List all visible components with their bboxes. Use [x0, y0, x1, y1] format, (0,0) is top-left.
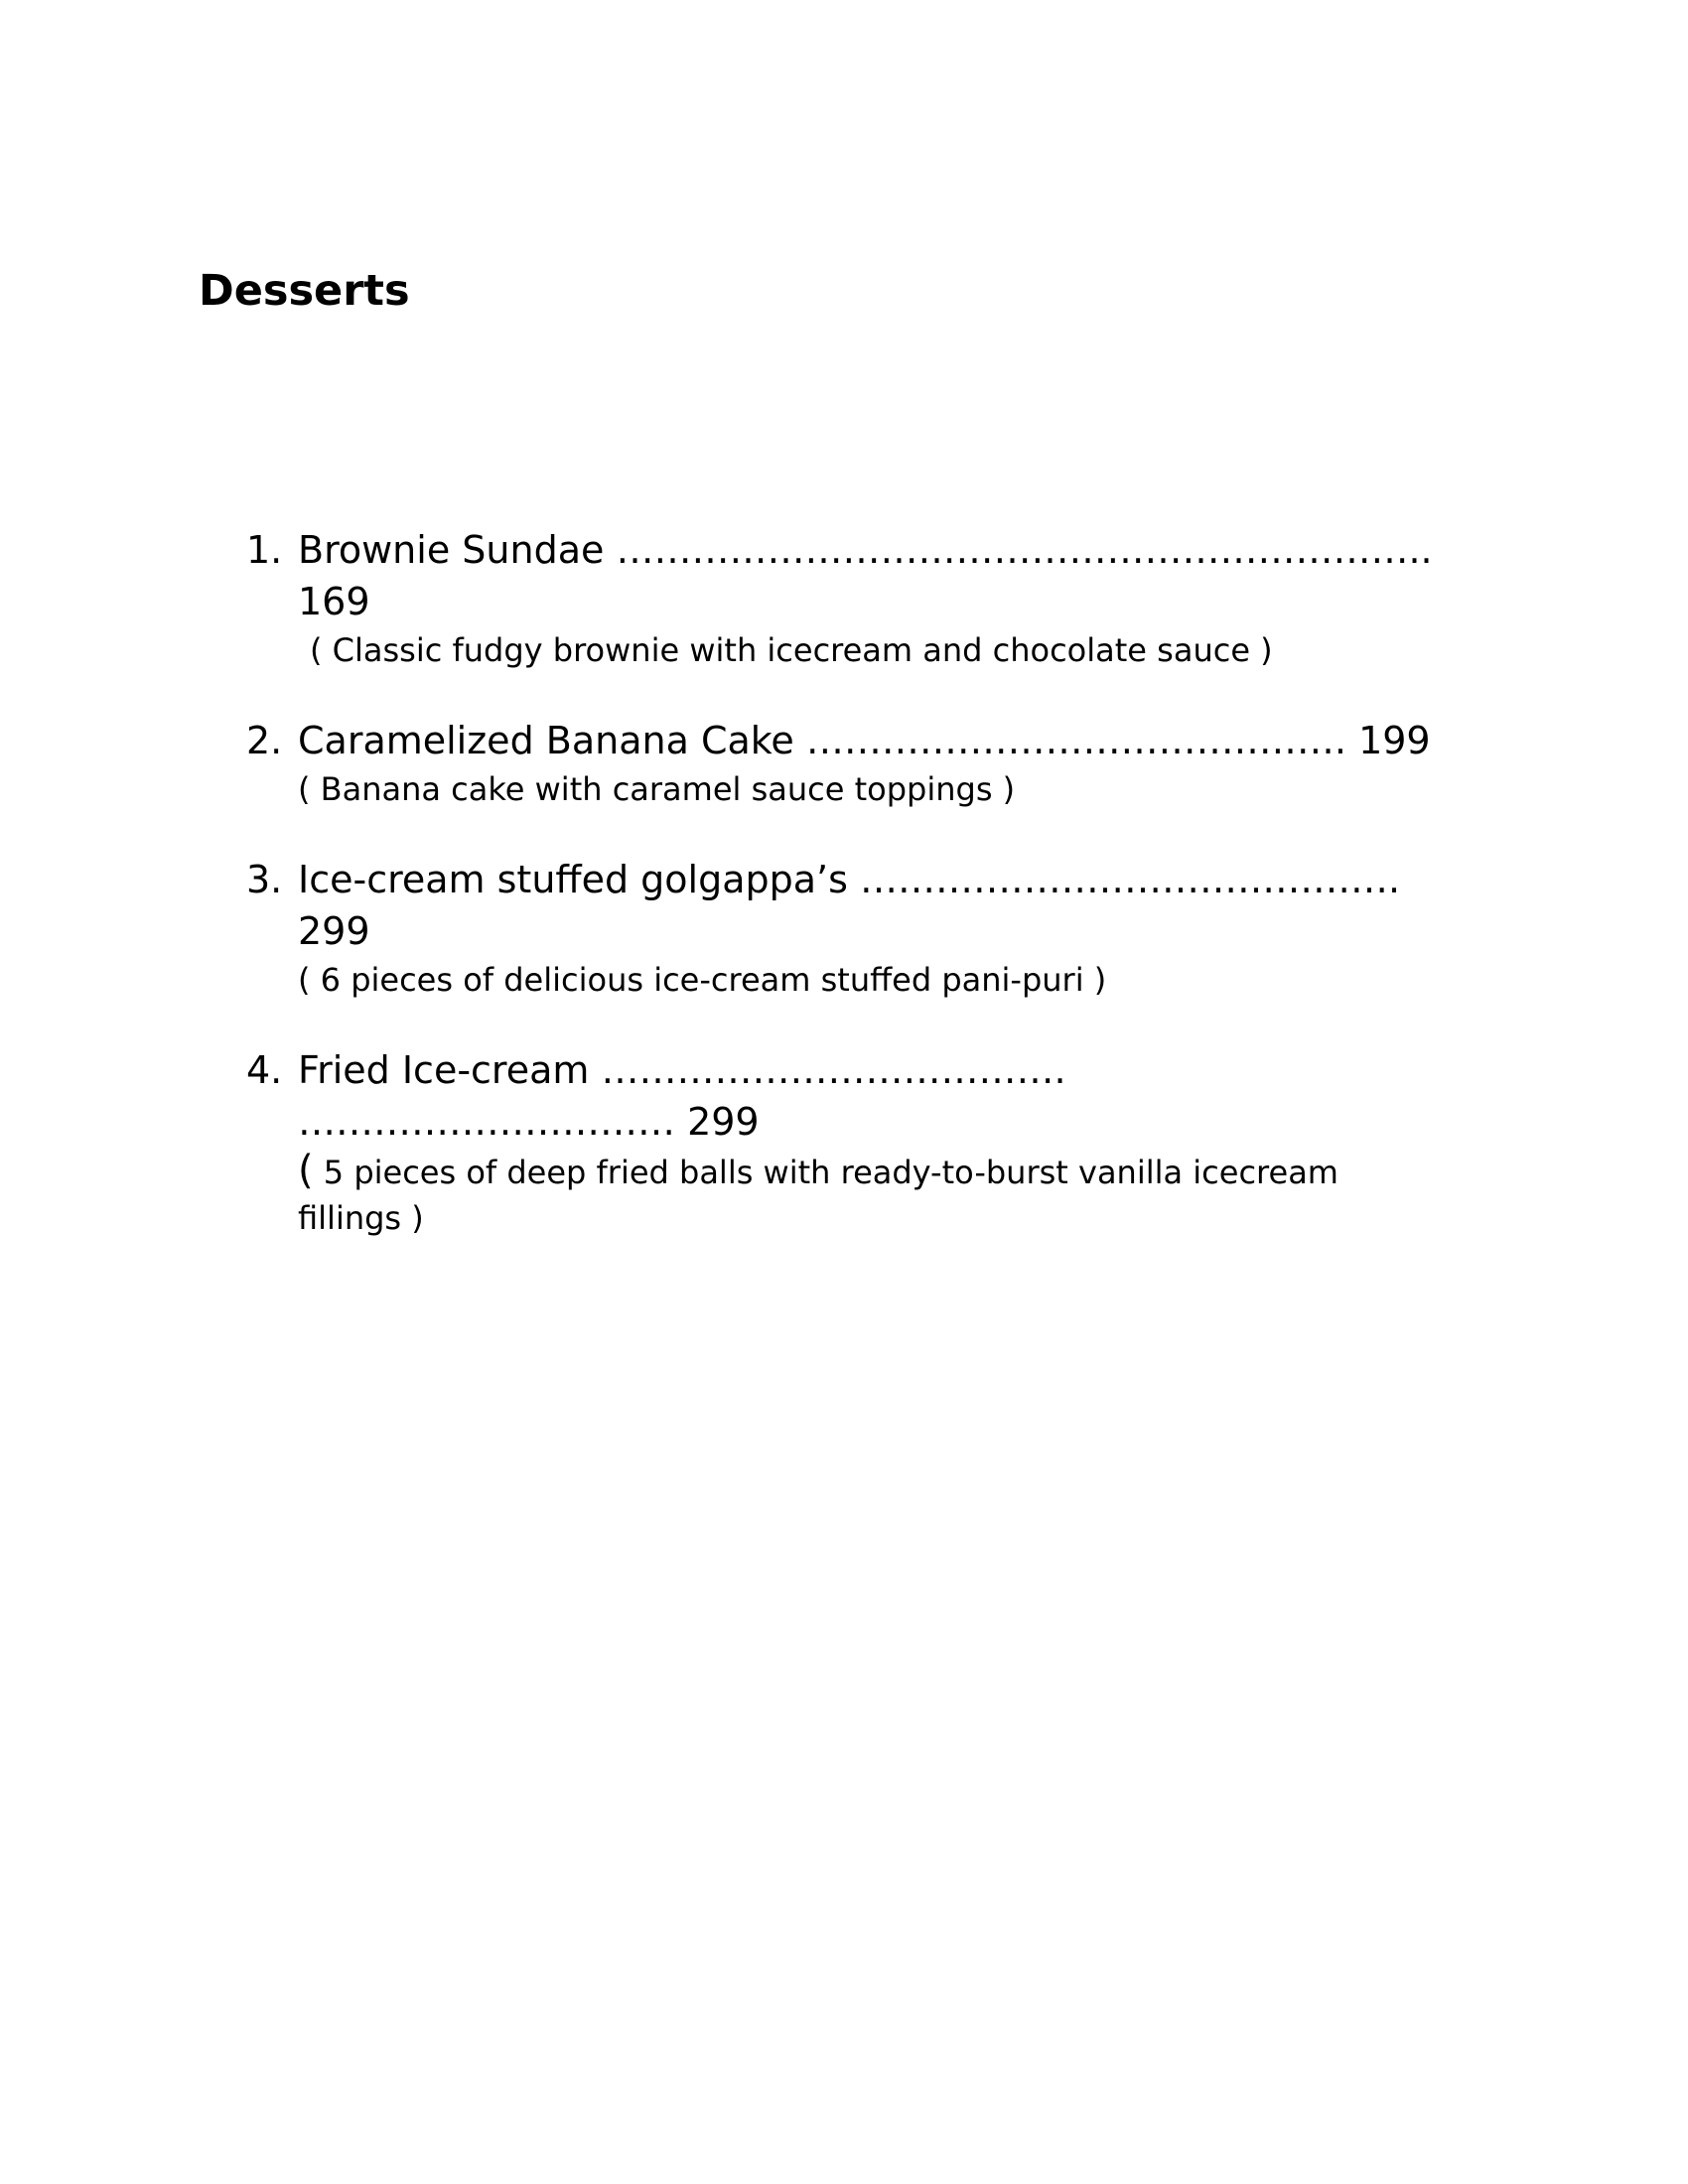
item-line-part1: Fried Ice-cream ……………………………….: [298, 1048, 1066, 1092]
page-title: Desserts: [199, 266, 410, 316]
description-open-paren: (: [298, 1148, 314, 1193]
item-number: 4.: [246, 1048, 283, 1092]
dot-leader: …………………………………….: [805, 719, 1359, 762]
dot-leader: …………………………………….: [860, 858, 1401, 901]
dot-leader: ………………………………………………………..: [616, 528, 1433, 572]
item-description: ( 6 pieces of delicious ice-cream stuffed pani-puri ): [298, 961, 1107, 999]
dessert-list: [246, 524, 1487, 1283]
list-item: [246, 715, 1487, 812]
list-item: [246, 1044, 1487, 1241]
item-price: 299: [298, 909, 370, 953]
item-name-price: [298, 1044, 1489, 1148]
item-name-price: [298, 854, 1489, 957]
item-description: ( Banana cake with caramel sauce toppings ): [298, 770, 1016, 808]
list-item: [246, 524, 1487, 673]
item-name: Brownie Sundae: [298, 528, 605, 572]
item-price: 169: [298, 580, 370, 623]
item-price: 199: [1358, 719, 1431, 762]
item-number: 3.: [246, 858, 283, 901]
item-description: [298, 1148, 1440, 1241]
item-description: ( Classic fudgy brownie with icecream and chocolate sauce ): [310, 631, 1273, 669]
item-name-price: [298, 524, 1489, 627]
item-number: 2.: [246, 719, 283, 762]
description-text: 5 pieces of deep fried balls with ready-to-burst vanilla icecream fillings ): [298, 1154, 1338, 1237]
item-number: 1.: [246, 528, 283, 572]
item-name: Caramelized Banana Cake: [298, 719, 794, 762]
list-item: [246, 854, 1487, 1003]
item-name: Ice-cream stuffed golgappa’s: [298, 858, 848, 901]
item-line-part2: ………………………… 299: [298, 1100, 760, 1144]
item-name-price: [298, 715, 1489, 766]
